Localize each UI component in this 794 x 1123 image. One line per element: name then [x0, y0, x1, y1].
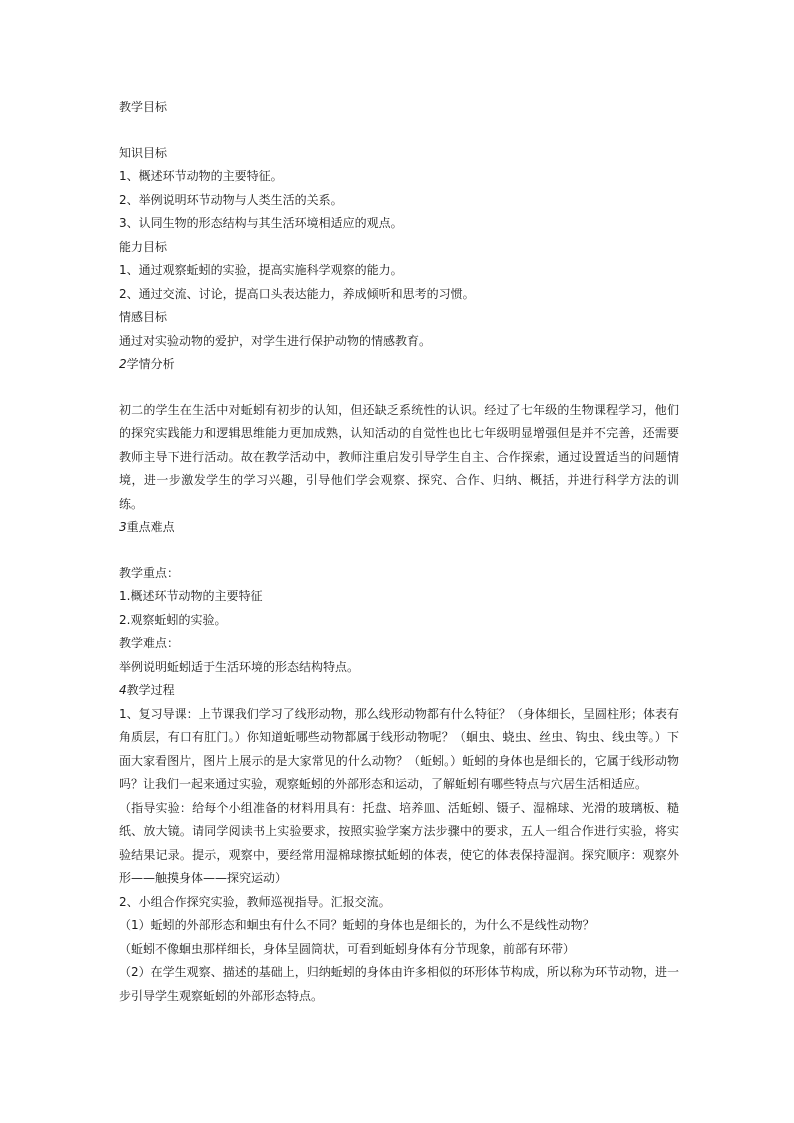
section-number: 3 [119, 520, 127, 534]
knowledge-heading: 知识目标 [119, 145, 168, 160]
section-title: 重点难点 [126, 520, 175, 534]
document-body [119, 96, 679, 1008]
emotion-heading: 情感目标 [119, 310, 168, 324]
section-4-heading [119, 679, 679, 703]
document-title: 教学目标 [119, 100, 168, 114]
process-paragraph: 1、复习导课：上节课我们学习了线形动物，那么线形动物都有什么特征？（身体细长，呈圆柱形；体表有角质层，有口有肛门。）你知道蚯哪些动物都属于线形动物呢？（蛔虫、蛲虫、丝虫、钩虫、线虫等。）下面大家看图片，图片上展示的是大家常见的什么动物？（蚯蚓。）蚯蚓的身体也是细长的，它属于线形动物吗？让我们一起来通过实验，观察蚯蚓的外部形态和运动，了解蚯蚓有哪些特点与穴居生活相适应。 [119, 706, 679, 791]
section-title: 学情分析 [126, 357, 175, 371]
process-paragraph: （1）蚯蚓的外部形态和蛔虫有什么不同？蚯蚓的身体也是细长的，为什么不是线性动物？ [119, 918, 595, 932]
section-title: 教学过程 [126, 683, 175, 697]
section-number: 4 [119, 683, 127, 697]
section-2-heading [119, 353, 679, 377]
section-2-paragraph: 初二的学生在生活中对蚯蚓有初步的认知，但还缺乏系统性的认识。经过了七年级的生物课程学习，他们的探究实践能力和逻辑思维能力更加成熟，认知活动的自觉性也比七年级明显增强但是并不完善，还需要教师主导下进行活动。故在教学活动中，教师注重启发引导学生自主、合作探索，通过设置适当的问题情境，进一步激发学生的学习兴趣，引导他们学会观察、探究、合作、归纳、概括，并进行科学方法的训练。 [119, 402, 679, 511]
difficulty-heading: 教学难点： [119, 636, 180, 650]
key-point-item: 1.概述环节动物的主要特征 [119, 589, 263, 603]
key-points-heading: 教学重点： [119, 565, 180, 580]
section-3-heading [119, 516, 679, 540]
ability-item: 1、通过观察蚯蚓的实验，提高实施科学观察的能力。 [119, 263, 403, 277]
emotion-text: 通过对实验动物的爱护，对学生进行保护动物的情感教育。 [119, 333, 432, 348]
knowledge-item: 3、认同生物的形态结构与其生活环境相适应的观点。 [119, 216, 403, 230]
key-point-item: 2.观察蚯蚓的实验。 [119, 612, 227, 627]
process-paragraph: 2、小组合作探究实验，教师巡视指导。汇报交流。 [119, 894, 391, 909]
knowledge-item: 1、概述环节动物的主要特征。 [119, 169, 283, 183]
section-number: 2 [119, 357, 127, 371]
difficulty-text: 举例说明蚯蚓适于生活环境的形态结构特点。 [119, 659, 360, 674]
process-paragraph: （指导实验：给每个小组准备的材料用具有：托盘、培养皿、活蚯蚓、镊子、湿棉球、光滑的玻璃板、糙纸、放大镜。请同学阅读书上实验要求，按照实验学案方法步骤中的要求，五人一组合作进行实验，将实验结果记录。提示，观察中，要经常用湿棉球擦拭蚯蚓的体表，使它的体表保持湿润。探究顺序：观察外形——触摸身体——探究运动） [119, 800, 679, 885]
ability-heading: 能力目标 [119, 239, 168, 254]
ability-item: 2、通过交流、讨论，提高口头表达能力，养成倾听和思考的习惯。 [119, 286, 475, 301]
process-paragraph: （2）在学生观察、描述的基础上，归纳蚯蚓的身体由许多相似的环形体节构成，所以称为环节动物，进一步引导学生观察蚯蚓的外部形态特点。 [119, 965, 679, 1003]
process-paragraph: （蚯蚓不像蛔虫那样细长，身体呈圆筒状，可看到蚯蚓身体有分节现象，前部有环带） [119, 941, 576, 956]
knowledge-item: 2、举例说明环节动物与人类生活的关系。 [119, 192, 343, 207]
